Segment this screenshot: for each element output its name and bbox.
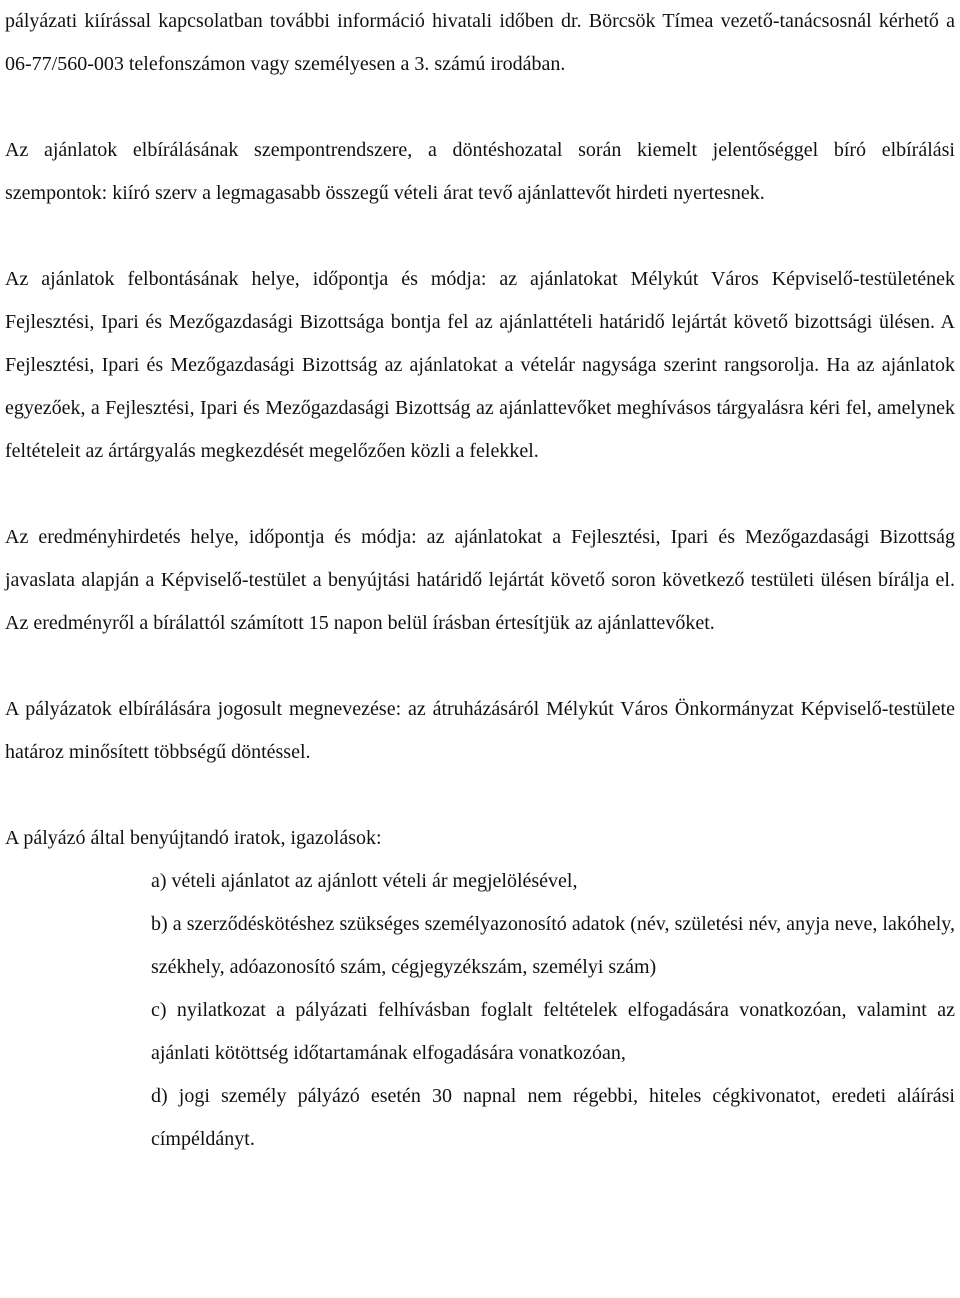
paragraph-contact-info: pályázati kiírással kapcsolatban további információ hivatali időben dr. Börcsök Tímea vezető-tanácsosnál kérhető a 06-77/560-003 telefonszámon vagy személyesen a 3. számú irodában. <box>5 10 955 75</box>
paragraph-decision-authority: A pályázatok elbírálására jogosult megnevezése: az átruházásáról Mélykút Város Önkormányzat Képviselő-testülete határoz minősített többségű döntéssel. <box>5 698 955 763</box>
document-page <box>5 0 955 1161</box>
required-documents-list <box>5 860 955 1161</box>
list-item: a) vételi ajánlatot az ajánlott vételi ár megjelölésével, <box>151 870 578 892</box>
paragraph-gap <box>5 86 955 129</box>
paragraph-gap <box>5 473 955 516</box>
list-item: b) a szerződéskötéshez szükséges személyazonosító adatok (név, születési név, anyja neve, lakóhely, székhely, adóazonosító szám, cégjegyzékszám, személyi szám) <box>151 913 955 978</box>
paragraph-gap <box>5 215 955 258</box>
list-item: d) jogi személy pályázó esetén 30 napnal nem régebbi, hiteles cégkivonatot, eredeti aláírási címpéldányt. <box>151 1085 955 1150</box>
paragraph-gap <box>5 774 955 817</box>
list-item: c) nyilatkozat a pályázati felhívásban foglalt feltételek elfogadására vonatkozóan, valamint az ajánlati kötöttség időtartamának elfogadására vonatkozóan, <box>151 999 955 1064</box>
paragraph-result-announcement: Az eredményhirdetés helye, időpontja és módja: az ajánlatokat a Fejlesztési, Ipari és Mezőgazdasági Bizottság javaslata alapján a Képviselő-testület a benyújtási határidő lejártát követő soron következő testületi ülésen bírálja el. Az eredményről a bírálattól számított 15 napon belül írásban értesítjük az ajánlattevőket. <box>5 526 955 634</box>
paragraph-gap <box>5 645 955 688</box>
paragraph-evaluation-criteria: Az ajánlatok elbírálásának szempontrendszere, a döntéshozatal során kiemelt jelentőséggel bíró elbírálási szempontok: kiíró szerv a legmagasabb összegű vételi árat tevő ajánlattevőt hirdeti nyertesnek. <box>5 139 955 204</box>
paragraph-required-documents-heading: A pályázó által benyújtandó iratok, igazolások: <box>5 827 382 849</box>
paragraph-bid-opening: Az ajánlatok felbontásának helye, időpontja és módja: az ajánlatokat Mélykút Város Képviselő-testületének Fejlesztési, Ipari és Mezőgazdasági Bizottsága bontja fel az ajánlattételi határidő lejártát követő bizottsági ülésen. A Fejlesztési, Ipari és Mezőgazdasági Bizottság az ajánlatokat a vételár nagysága szerint rangsorolja. Ha az ajánlatok egyezőek, a Fejlesztési, Ipari és Mezőgazdasági Bizottság az ajánlattevőket meghívásos tárgyalásra kéri fel, amelynek feltételeit az ártárgyalás megkezdését megelőzően közli a felekkel. <box>5 268 955 462</box>
